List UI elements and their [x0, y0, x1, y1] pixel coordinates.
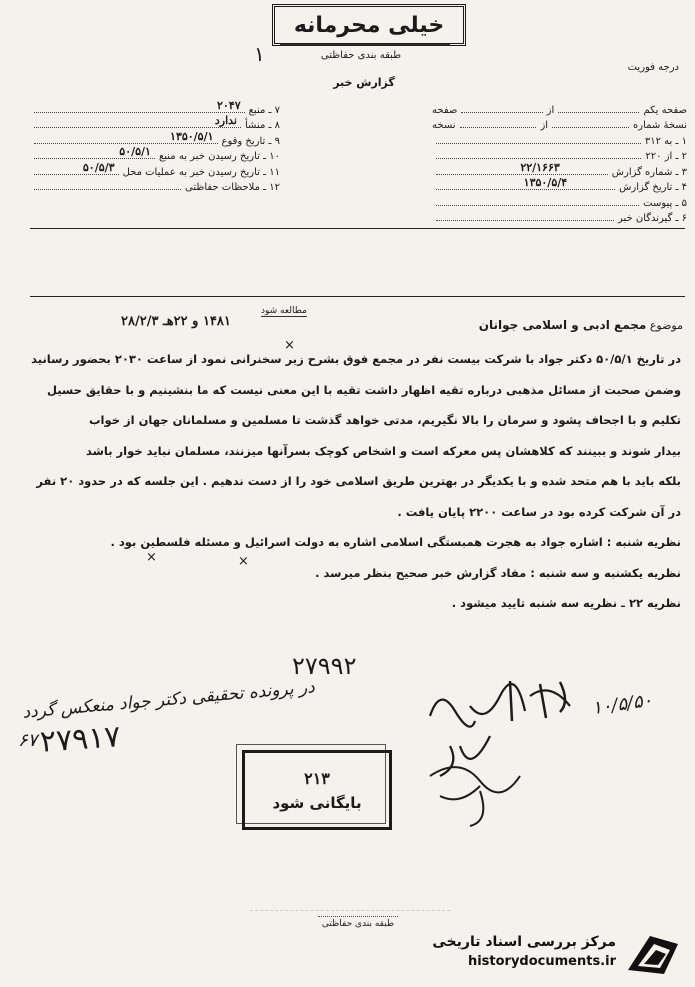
handwritten-note: در پرونده تحقیقی دکتر جواد منعکس گردد	[21, 677, 316, 723]
field-row: ۷ ـ منبع ۲۰۴۷	[30, 100, 280, 116]
field-row: ۱ ـ به ۳۱۲	[432, 131, 687, 147]
body-line: بلکه باید با هم متحد شده و با یکدیگر در بهترین طریق اسلامی خود را از دست ندهیم . این جلسه که در حدود ۲۰ نفر	[36, 474, 681, 488]
field-row: ۴ ـ تاریخ گزارش ۱۳۵۰/۵/۴	[432, 178, 687, 194]
stamp-number: ۲۱۳	[304, 768, 330, 788]
body-line: نظریه یکشنبه و سه شنبه : مفاد گزارش خبر صحیح بنظر میرسد .	[315, 565, 681, 580]
field-row: ۵ ـ پیوست	[432, 193, 687, 209]
field-row: ۳ ـ شماره گزارش ۲۲/۱۶۶۳	[432, 162, 687, 178]
body-line: وضمن صحبت از مسائل مذهبی درباره تقیه اظهار داشت تقیه با این معنی نیست که ما بنشینیم و با حقایق حسیل	[46, 382, 681, 397]
watermark-name: مرکز بررسی اسناد تاریخی	[432, 934, 616, 950]
field-row: ۲ ـ از ۲۲۰	[432, 147, 687, 163]
stamp-title: خیلی محرمانه	[293, 12, 445, 38]
x-mark-icon: ×	[284, 338, 295, 353]
body-line: نظریه شنبه : اشاره جواد به هجرت همبستگی اسلامی اشاره به دولت اسرائیل و مسئله فلسطین بود .	[110, 535, 681, 549]
field-row: ۸ ـ منشأ ندارد	[30, 116, 280, 132]
subject-text: مجمع ادبی و اسلامی جوانان	[478, 318, 647, 332]
event-date-value: ۱۳۵۰/۵/۱	[170, 129, 214, 143]
watermark	[418, 932, 686, 976]
stamp-text: بایگانی شود	[272, 793, 362, 812]
handwritten-page-number: ۱	[254, 42, 265, 66]
subject-line	[33, 306, 683, 332]
urgency-label: درجه فوریت	[627, 62, 679, 73]
footer-classification: طبقه بندی حفاظتی	[318, 916, 398, 929]
report-number: ۲۲/۱۶۶۳	[520, 160, 560, 174]
source-received-value: ۵۰/۵/۱	[119, 145, 151, 158]
ops-received-value: ۵۰/۵/۳	[82, 160, 115, 174]
report-body	[21, 352, 681, 627]
body-line: در آن شرکت کرده بود در ساعت ۲۲۰۰ پایان یافت .	[397, 504, 681, 519]
body-line: تکلیم و با اجحاف پشود و سرمان را بالا نگیریم، مدتی خواهد گذشت تا مسلمین و مسلمانان جهان از خواب	[89, 413, 681, 427]
signature-scribble	[410, 676, 690, 836]
reference-number: ۱۴۸۱ و ۲۲هـ ۲۸/۲/۳	[121, 314, 231, 329]
body-line: در تاریخ ۵۰/۵/۱ دکتر جواد با شرکت بیست نفر در مجمع فوق بشرح زیر سخنرانی نمود از ساعت ۲۰۳۰ بحضور رسانید	[31, 352, 681, 366]
field-row: صفحه یکم از صفحه	[432, 104, 687, 116]
field-row: ۱۱ ـ تاریخ رسیدن خبر به عملیات محل ۵۰/۵/۳	[30, 162, 280, 178]
x-mark-icon: ×	[146, 550, 157, 565]
bottom-left-number: ۲۷۹۱۷	[38, 719, 122, 760]
small-handwritten-mark: ۶۷	[18, 730, 38, 751]
watermark-url: historydocuments.ir	[467, 954, 616, 969]
divider	[30, 228, 685, 229]
field-row: ۶ ـ گیرندگان خبر	[432, 209, 687, 225]
archive-logo-icon	[624, 932, 682, 976]
report-title: گزارش خبر	[333, 76, 395, 89]
subject-label: موضوع	[649, 319, 683, 332]
field-row: نسخهٔ شماره از نسخه	[432, 120, 687, 131]
margin-note: مطالعه شود	[261, 306, 307, 316]
field-row: ۱۲ ـ ملاحظات حفاظتی	[30, 178, 280, 194]
body-line: نظریه ۲۲ ـ نظریه سه شنبه تایید میشود .	[451, 596, 681, 610]
origin-value: ندارد	[214, 114, 237, 127]
report-fields-left	[30, 100, 280, 193]
body-line: بیدار شوند و ببینند که کلاهشان پس معرکه است و اشخاص کوچک بسرآنها میزنند، مسلمان نباید خوار باشد	[85, 443, 681, 458]
signature-date: ۱۰/۵/۵۰	[590, 689, 654, 720]
handwritten-file-number: ۲۷۹۹۲	[292, 652, 357, 680]
archive-stamp	[242, 750, 392, 830]
field-row: ۹ ـ تاریخ وقوع ۱۳۵۰/۵/۱	[30, 131, 280, 147]
header-classification: طبقه بندی حفاظتی	[320, 50, 402, 61]
report-date: ۱۳۵۰/۵/۴	[523, 176, 568, 189]
header-divider	[280, 44, 450, 45]
field-row: ۱۰ ـ تاریخ رسیدن خبر به منبع ۵۰/۵/۱	[30, 147, 280, 163]
source-value: ۲۰۴۷	[216, 98, 241, 112]
faint-stamp	[250, 870, 450, 911]
report-fields-right	[432, 100, 687, 224]
classification-stamp	[272, 4, 466, 46]
divider	[30, 296, 685, 297]
x-mark-icon: ×	[238, 554, 249, 569]
